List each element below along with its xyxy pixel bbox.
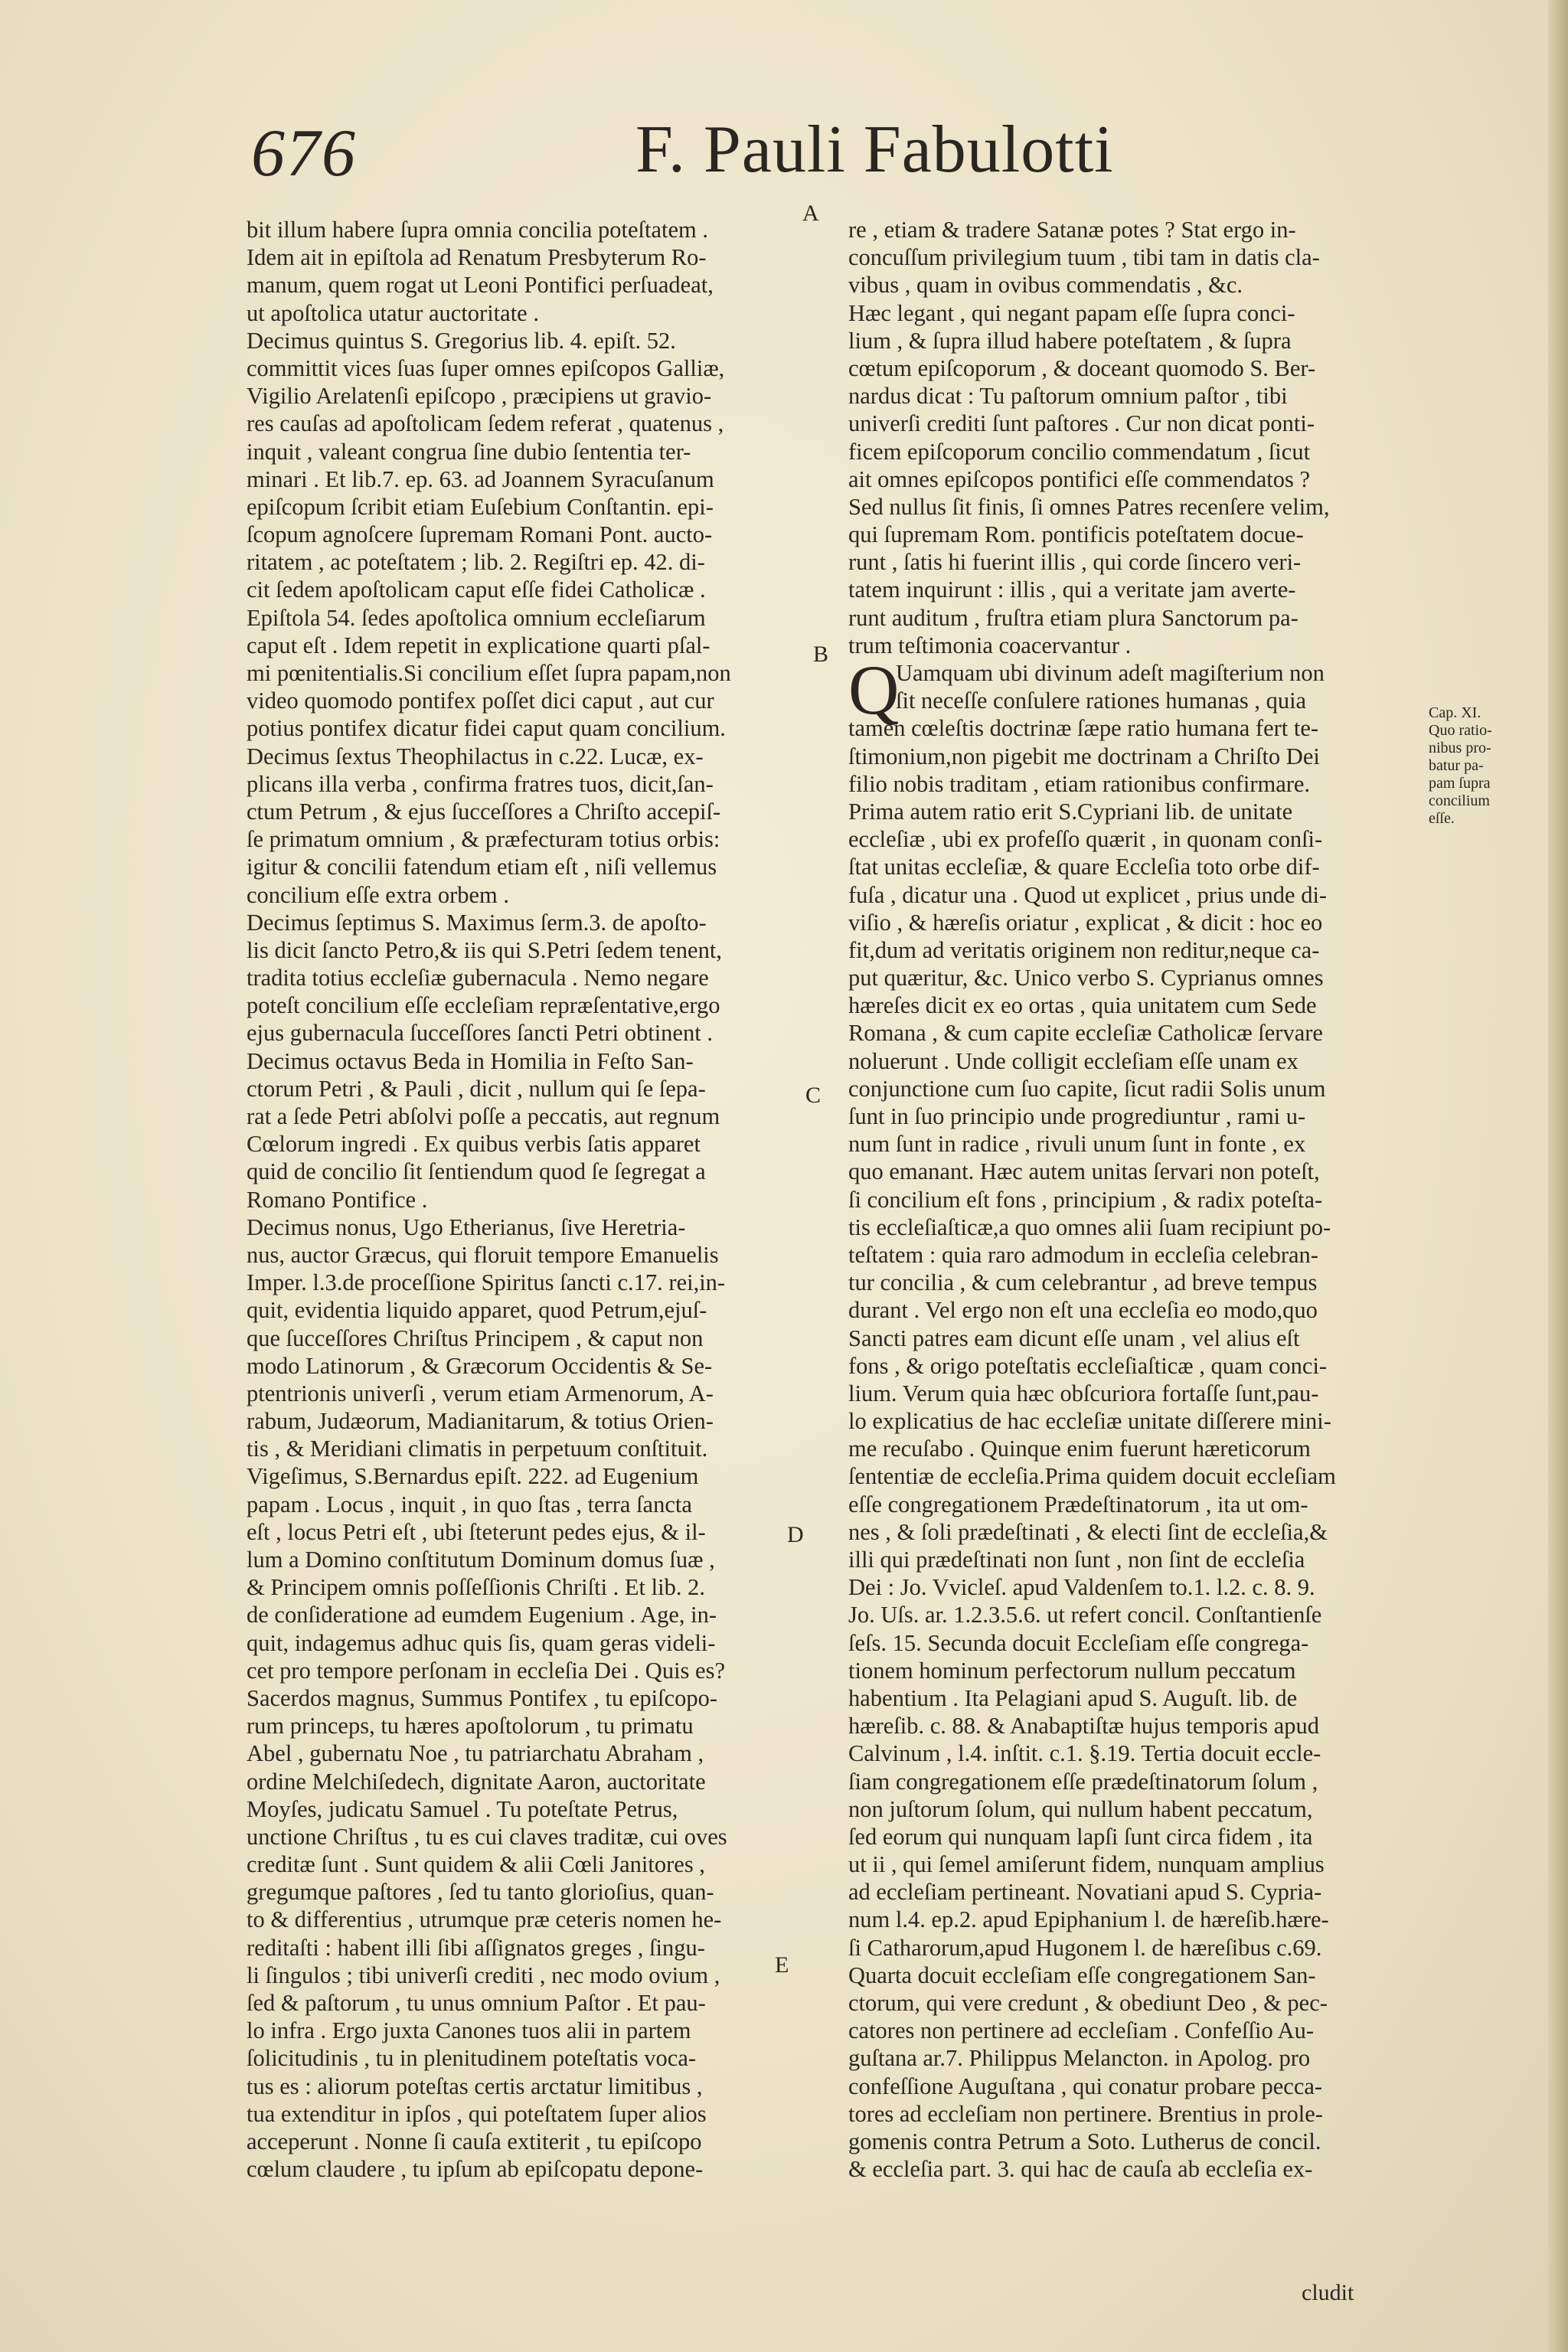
text-line: ſit neceſſe conſulere rationes humanas , quia (896, 688, 1307, 714)
page-number: 676 (251, 116, 357, 191)
margin-note-line: eſſe. (1429, 810, 1455, 827)
text-line: Jo. Uſs. ar. 1.2.3.5.6. ut refert concil. Conſtantienſe (848, 1602, 1322, 1628)
text-line: tua extenditur in ipſos , qui poteſtatem ſuper alios (247, 2100, 707, 2127)
text-line: tores ad eccleſiam non pertinere. Brentius in prole- (848, 2100, 1323, 2127)
text-line: viſio , & hæreſis oriatur , explicat , & dicit : hoc eo (848, 909, 1323, 936)
text-line: de conſideratione ad eumdem Eugenium . Age, in- (247, 1602, 717, 1628)
text-line: concilium eſſe extra orbem . (247, 881, 509, 908)
section-letter-c: C (805, 1083, 822, 1108)
text-line: poteſt concilium eſſe eccleſiam repræſentative,ergo (247, 992, 720, 1019)
text-line: Hæc legant , qui negant papam eſſe ſupra conci- (848, 299, 1295, 326)
margin-note-line: Quo ratio- (1429, 722, 1492, 739)
text-line: runt auditum , fruſtra etiam plura Sanctorum pa- (848, 604, 1298, 631)
text-line: igitur & concilii fatendum etiam eſt , niſi vellemus (247, 854, 717, 880)
text-line: guſtana ar.7. Philippus Melancton. in Apolog. pro (848, 2045, 1311, 2072)
text-line: creditæ ſunt . Sunt quidem & alii Cœli Janitores , (247, 1851, 705, 1878)
text-line: ſententiæ de eccleſia.Prima quidem docuit eccleſiam (848, 1463, 1336, 1490)
text-line: hæreſib. c. 88. & Anabaptiſtæ hujus temporis apud (848, 1713, 1320, 1740)
text-line: qui ſupremam Rom. pontificis poteſtatem docue- (848, 521, 1304, 548)
section-letter-a: A (802, 201, 819, 226)
text-line: ptentrionis univerſi , verum etiam Armenorum, A- (247, 1380, 714, 1406)
text-line: cœlum claudere , tu ipſum ab epiſcopatu depone- (247, 2156, 704, 2183)
text-line: put quæritur, &c. Unico verbo S. Cyprianus omnes (848, 965, 1324, 991)
text-line: Epiſtola 54. ſedes apoſtolica omnium eccleſiarum (247, 604, 706, 631)
text-line: ſiam congregationem eſſe prædeſtinatorum ſolum , (848, 1768, 1318, 1795)
text-line: rum princeps, tu hæres apoſtolorum , tu primatu (247, 1713, 694, 1740)
text-line: potius pontifex dicatur fidei caput quam concilium. (247, 715, 726, 742)
text-line: lium , & ſupra illud habere poteſtatem , & ſupra (848, 327, 1292, 354)
text-line: filio nobis traditam , etiam rationibus confirmare. (848, 770, 1311, 797)
margin-note (1429, 704, 1521, 828)
text-line: rat a ſede Petri abſolvi poſſe a peccatis, aut regnum (247, 1103, 720, 1129)
text-line: ctum Petrum , & ejus ſucceſſores a Chriſto accepiſ- (247, 798, 721, 825)
text-line: ſi Catharorum,apud Hugonem l. de hæreſibus c.69. (848, 1934, 1322, 1961)
margin-note-line: nibus pro- (1429, 740, 1491, 756)
text-line: lo explicatius de hac eccleſiæ unitate diſſerere mini- (848, 1408, 1331, 1435)
text-line: gregumque paſtores , ſed tu tanto glorioſius, quan- (247, 1879, 714, 1906)
left-column (247, 216, 795, 2183)
text-line: tamen cœleſtis doctrinæ ſæpe ratio humana fert te- (848, 715, 1319, 742)
section-letter-b: B (813, 642, 829, 667)
text-line: minari . Et lib.7. ep. 63. ad Joannem Syracuſanum (247, 466, 714, 492)
text-line: noluerunt . Unde colligit eccleſiam eſſe unam ex (848, 1047, 1298, 1074)
text-line: Idem ait in epiſtola ad Renatum Presbyterum Ro- (247, 244, 707, 271)
text-line: cœtum epiſcoporum , & doceant quomodo S. Ber- (848, 354, 1316, 381)
text-line: tus es : aliorum poteſtas certis arctatur limitibus , (247, 2073, 703, 2099)
text-line: video quomodo pontifex poſſet dici caput , aut cur (247, 688, 714, 714)
text-line: caput eſt . Idem repetit in explicatione quarti pſal- (247, 632, 710, 658)
text-line: epiſcopum ſcribit etiam Euſebium Conſtantin. epi- (247, 493, 714, 520)
text-line: tis eccleſiaſticæ,a quo omnes alii ſuam recipiunt po- (848, 1214, 1331, 1240)
text-line: que ſucceſſores Chriſtus Principem , & caput non (247, 1325, 704, 1351)
text-line: ut ii , qui ſemel amiſerunt fidem, nunquam amplius (848, 1851, 1325, 1878)
text-line: runt , ſatis hi fuerint illis , qui corde ſincero veri- (848, 549, 1302, 576)
text-line: ficem epiſcoporum concilio commendatum , ſicut (848, 438, 1311, 465)
drop-cap: Q (848, 651, 900, 729)
text-line: tionem hominum perfectorum nullum peccatum (848, 1657, 1296, 1684)
text-line: mi pœnitentialis.Si concilium eſſet ſupra papam,non (247, 660, 731, 686)
text-line: quit, evidentia liquido apparet, quod Petrum,ejuſ- (247, 1297, 707, 1324)
text-line: ſolicitudinis , tu in plenitudinem poteſtatis voca- (247, 2045, 697, 2072)
text-line: eſt , locus Petri eſt , ubi ſteterunt pedes ejus, & il- (247, 1518, 706, 1545)
text-line: ejus gubernacula ſucceſſores ſancti Petri obtinent . (247, 1020, 713, 1047)
text-line: nus, auctor Græcus, qui floruit tempore Emanuelis (247, 1241, 719, 1268)
text-line: trum teſtimonia coacervantur . (848, 632, 1132, 658)
text-line: nardus dicat : Tu paſtorum omnium paſtor , tibi (848, 383, 1288, 410)
text-line: ſunt in ſuo principio unde progrediuntur , rami u- (848, 1103, 1306, 1129)
text-line: ritatem , ac poteſtatem ; lib. 2. Regiſtri ep. 42. di- (247, 549, 705, 576)
text-line: nes , & ſoli prædeſtinati , & electi ſint de eccleſia,& (848, 1518, 1328, 1545)
text-line: Vigilio Arelatenſi epiſcopo , præcipiens ut gravio- (247, 383, 712, 410)
text-line: quit, indagemus adhuc quis ſis, quam geras videli- (247, 1629, 716, 1656)
margin-note-line: pam ſupra (1429, 775, 1491, 792)
text-line: hæreſes dicit ex eo ortas , quia unitatem cum Sede (848, 992, 1317, 1019)
text-line: ait omnes epiſcopos pontifici eſſe commendatos ? (848, 466, 1311, 492)
text-line: tatem inquirunt : illis , qui a veritate jam averte- (848, 577, 1296, 603)
text-line: ſe primatum omnium , & præfecturam totius orbis: (247, 826, 720, 853)
text-line: Cœlorum ingredi . Ex quibus verbis ſatis apparet (247, 1131, 701, 1158)
text-line: ſeſs. 15. Secunda docuit Eccleſiam eſſe congrega- (848, 1629, 1309, 1656)
section-letter-e: E (775, 1952, 789, 1978)
text-line: conjunctione cum ſuo capite, ſicut radii Solis unum (848, 1075, 1326, 1102)
text-line: cit ſedem apoſtolicam caput eſſe fidei Catholicæ . (247, 577, 706, 603)
text-line: re , etiam & tradere Satanæ potes ? Stat ergo in- (848, 217, 1296, 243)
text-line: Calvinum , l.4. inſtit. c.1. §.19. Tertia docuit eccle- (848, 1740, 1321, 1767)
text-line: & eccleſia part. 3. qui hac de cauſa ab eccleſia ex- (848, 2156, 1313, 2183)
text-line: acceperunt . Nonne ſi cauſa extiterit , tu epiſcopo (247, 2128, 702, 2154)
running-head: F. Pauli Fabulotti (635, 113, 1114, 187)
text-line: & Principem omnis poſſeſſionis Chriſti . Et lib. 2. (247, 1574, 705, 1601)
text-line: Decimus octavus Beda in Homilia in Feſto San- (247, 1047, 694, 1074)
text-line: teſtatem : quia raro admodum in eccleſia celebran- (848, 1241, 1318, 1268)
text-line: illi qui prædeſtinati non ſunt , non ſint de eccleſia (848, 1547, 1305, 1573)
text-line: ut apoſtolica utatur auctoritate . (247, 299, 539, 326)
text-line: ſcopum agnoſcere ſupremam Romani Pont. aucto- (247, 521, 713, 548)
text-line: Vigeſimus, S.Bernardus epiſt. 222. ad Eugenium (247, 1463, 699, 1490)
text-line: Sed nullus ſit finis, ſi omnes Patres recenſere velim, (848, 493, 1330, 520)
margin-note-line: concilium (1429, 792, 1490, 809)
text-line: me recuſabo . Quinque enim fuerunt hæreticorum (848, 1436, 1311, 1462)
margin-note-line: Cap. XI. (1429, 704, 1481, 721)
text-line: unctione Chriſtus , tu es cui claves traditæ, cui oves (247, 1823, 727, 1850)
page-edge-shadow (1548, 0, 1568, 2352)
margin-note-line: batur pa- (1429, 757, 1484, 774)
text-line: lum a Domino conſtitutum Dominum domus ſuæ , (247, 1547, 715, 1573)
text-line: Imper. l.3.de proceſſione Spiritus ſancti c.17. rei,in- (247, 1269, 726, 1296)
text-line: cet pro tempore perſonam in eccleſia Dei . Quis es? (247, 1657, 725, 1684)
text-line: ctorum, qui vere credunt , & obediunt Deo , & pec- (848, 1990, 1328, 2016)
text-line: Decimus ſeptimus S. Maximus ſerm.3. de apoſto- (247, 909, 707, 936)
text-line: tradita totius eccleſiæ gubernacula . Nemo negare (247, 965, 709, 991)
text-line: Sancti patres eam dicunt eſſe unam , vel alius eſt (848, 1325, 1300, 1351)
text-line: manum, quem rogat ut Leoni Pontifici perſuadeat, (247, 272, 714, 299)
text-line: Sacerdos magnus, Summus Pontifex , tu epiſcopo- (247, 1684, 718, 1711)
text-line: Uamquam ubi divinum adeſt magiſterium non (896, 660, 1325, 686)
text-line: habentium . Ita Pelagiani apud S. Auguſt. lib. de (848, 1684, 1298, 1711)
text-line: bit illum habere ſupra omnia concilia poteſtatem . (247, 217, 709, 243)
text-line: quo emanant. Hæc autem unitas ſervari non poteſt, (848, 1158, 1320, 1185)
text-line: ctorum Petri , & Pauli , dicit , nullum qui ſe ſepa- (247, 1075, 706, 1102)
text-line: concuſſum privilegium tuum , tibi tam in datis cla- (848, 244, 1320, 271)
text-line: plicans illa verba , confirma fratres tuos, dicit,ſan- (247, 770, 714, 797)
text-line: confeſſione Auguſtana , qui conatur probare pecca- (848, 2073, 1323, 2099)
text-line: quid de concilio ſit ſentiendum quod ſe ſegregat a (247, 1158, 706, 1185)
text-line: non juſtorum ſolum, qui nullum habent peccatum, (848, 1795, 1313, 1822)
text-line: Decimus ſextus Theophilactus in c.22. Lucæ, ex- (247, 743, 704, 769)
text-line: ad eccleſiam pertineant. Novatiani apud S. Cypria- (848, 1879, 1322, 1906)
text-line: committit vices ſuas ſuper omnes epiſcopos Galliæ, (247, 354, 725, 381)
text-line: Romana , & cum capite eccleſiæ Catholicæ ſervare (848, 1020, 1323, 1047)
text-line: ſed eorum qui nunquam lapſi ſunt circa fidem , ita (848, 1823, 1313, 1850)
text-line: inquit , valeant congrua ſine dubio ſententia ter- (247, 438, 691, 465)
text-line: Abel , gubernatu Noe , tu patriarchatu Abraham , (247, 1740, 704, 1767)
text-line: rabum, Judæorum, Madianitarum, & totius Orien- (247, 1408, 714, 1435)
text-line: li ſingulos ; tibi univerſi crediti , nec modo ovium , (247, 1962, 720, 1988)
text-line: fit,dum ad veritatis originem non reditur,neque ca- (848, 936, 1320, 963)
text-line: to & differentius , utrumque præ ceteris nomen he- (247, 1906, 722, 1933)
text-line: fons , & origo poteſtatis eccleſiaſticæ , quam conci- (848, 1352, 1328, 1379)
text-line: gomenis contra Petrum a Soto. Lutherus de concil. (848, 2128, 1321, 2154)
text-line: eſſe congregationem Prædeſtinatorum , ita ut om- (848, 1491, 1308, 1517)
text-line: Prima autem ratio erit S.Cypriani lib. de unitate (848, 798, 1293, 825)
catchword: cludit (1302, 2280, 1354, 2305)
text-line: papam . Locus , inquit , in quo ſtas , terra ſancta (247, 1491, 692, 1517)
text-line: res cauſas ad apoſtolicam ſedem referat , quatenus , (247, 410, 724, 437)
text-line: ſtimonium,non pigebit me doctrinam a Chriſto Dei (848, 743, 1320, 769)
text-line: lo infra . Ergo juxta Canones tuos alii in partem (247, 2017, 691, 2044)
text-line: modo Latinorum , & Græcorum Occidentis & Se- (247, 1352, 713, 1379)
text-line: univerſi crediti ſunt paſtores . Cur non dicat ponti- (848, 410, 1315, 437)
text-line: Decimus quintus S. Gregorius lib. 4. epiſt. 52. (247, 327, 676, 354)
text-line: ordine Melchiſedech, dignitate Aaron, auctoritate (247, 1768, 706, 1795)
text-line: Romano Pontifice . (247, 1186, 428, 1213)
section-letter-d: D (787, 1522, 804, 1547)
text-line: Moyſes, judicatu Samuel . Tu poteſtate Petrus, (247, 1795, 678, 1822)
text-line: vibus , quam in ovibus commendatis , &c. (848, 272, 1243, 299)
text-line: ſi concilium eſt fons , principium , & radix poteſta- (848, 1186, 1323, 1213)
text-line: catores non pertinere ad eccleſiam . Confeſſio Au- (848, 2017, 1315, 2044)
text-line: eccleſiæ , ubi ex profeſſo quærit , in quonam conſi- (848, 826, 1323, 853)
text-line: ſed & paſtorum , tu unus omnium Paſtor . Et pau- (247, 1990, 706, 2016)
text-line: tur concilia , & cum celebrantur , ad breve tempus (848, 1269, 1318, 1296)
text-line: num l.4. ep.2. apud Epiphanium l. de hæreſib.hære- (848, 1906, 1329, 1933)
text-line: fuſa , dicatur una . Quod ut explicet , prius unde di- (848, 881, 1328, 908)
text-line: Decimus nonus, Ugo Etherianus, ſive Heretria- (247, 1214, 686, 1240)
text-line: Quarta docuit eccleſiam eſſe congregationem San- (848, 1962, 1316, 1988)
text-line: Dei : Jo. Vvicleſ. apud Valdenſem to.1. l.2. c. 8. 9. (848, 1574, 1315, 1601)
text-line: lium. Verum quia hæc obſcuriora fortaſſe ſunt,pau- (848, 1380, 1319, 1406)
text-line: durant . Vel ergo non eſt una eccleſia eo modo,quo (848, 1297, 1318, 1324)
text-line: lis dicit ſancto Petro,& iis qui S.Petri ſedem tenent, (247, 936, 722, 963)
text-line: num ſunt in radice , rivuli unum ſunt in fonte , ex (848, 1131, 1306, 1158)
text-line: reditaſti : habent illi ſibi aſſignatos greges , ſingu- (247, 1934, 705, 1961)
right-column (848, 216, 1413, 2183)
text-line: ſtat unitas eccleſiæ, & quare Eccleſia toto orbe dif- (848, 854, 1320, 880)
text-line: tis , & Meridiani climatis in perpetuum conſtituit. (247, 1436, 708, 1462)
